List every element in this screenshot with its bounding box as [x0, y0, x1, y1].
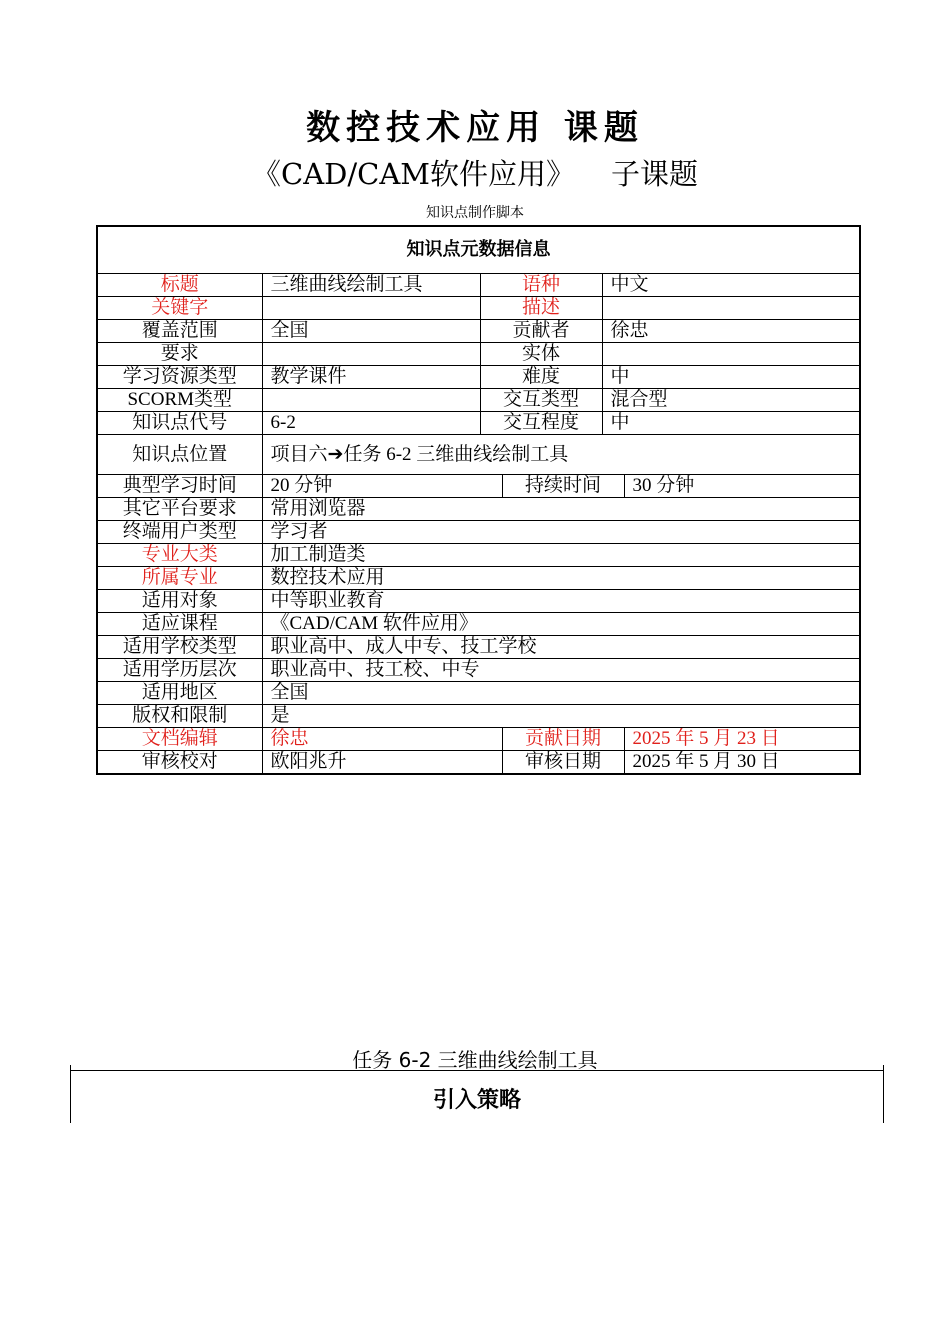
table-row: [97, 343, 860, 366]
subtitle-sub-topic: 子课题: [610, 157, 698, 191]
metadata-table: [96, 225, 861, 775]
table-row: [97, 475, 860, 498]
document-note: 知识点制作脚本: [426, 205, 524, 221]
strategy-title: 引入策略: [432, 1088, 521, 1113]
cell-value: 中等职业教育: [262, 590, 860, 613]
table-row: [97, 705, 860, 728]
cell-value: [262, 297, 480, 320]
arrow-right-icon: ➔: [327, 443, 344, 465]
cell-label: 适用学历层次: [97, 659, 262, 682]
subtitle-course: 《CAD/CAM软件应用》: [252, 157, 575, 191]
cell-label: 语种: [480, 274, 602, 297]
table-row: [97, 613, 860, 636]
cell-label: 描述: [480, 297, 602, 320]
table-header-row: [97, 226, 860, 274]
cell-value: 混合型: [602, 389, 860, 412]
cell-label: 难度: [480, 366, 602, 389]
cell-value: [602, 297, 860, 320]
table-row: [97, 412, 860, 435]
cell-label: 适用地区: [97, 682, 262, 705]
cell-label: 终端用户类型: [97, 521, 262, 544]
cell-value: 是: [262, 705, 860, 728]
cell-value: 徐忠: [602, 320, 860, 343]
table-row: [97, 659, 860, 682]
cell-value: [262, 343, 480, 366]
document-subtitle: [0, 152, 950, 193]
cell-value: 数控技术应用: [262, 567, 860, 590]
cell-value: 《CAD/CAM 软件应用》: [262, 613, 860, 636]
cell-label: 知识点位置: [97, 435, 262, 475]
table-row: [97, 297, 860, 320]
corner-mark: [883, 1065, 884, 1071]
cell-value: [262, 389, 480, 412]
cell-label: 标题: [97, 274, 262, 297]
cell-label: 适应课程: [97, 613, 262, 636]
table-row: [97, 544, 860, 567]
cell-label: 要求: [97, 343, 262, 366]
cell-label: 知识点代号: [97, 412, 262, 435]
cell-value: 三维曲线绘制工具: [262, 274, 480, 297]
strategy-box: [70, 1070, 884, 1123]
cell-value: 徐忠: [262, 728, 502, 751]
cell-value: 职业高中、技工校、中专: [262, 659, 860, 682]
cell-value: 常用浏览器: [262, 498, 860, 521]
cell-value: 全国: [262, 320, 480, 343]
cell-label: 覆盖范围: [97, 320, 262, 343]
cell-label: SCORM类型: [97, 389, 262, 412]
cell-label: 学习资源类型: [97, 366, 262, 389]
position-part-a: 项目六: [270, 444, 328, 465]
corner-mark: [70, 1065, 71, 1071]
cell-value: 职业高中、成人中专、技工学校: [262, 636, 860, 659]
table-row: [97, 590, 860, 613]
table-row: [97, 728, 860, 751]
cell-label: 版权和限制: [97, 705, 262, 728]
table-row: [97, 366, 860, 389]
table-row: [97, 682, 860, 705]
cell-value: [262, 435, 860, 475]
cell-value: 加工制造类: [262, 544, 860, 567]
cell-label: 适用对象: [97, 590, 262, 613]
cell-value: 学习者: [262, 521, 860, 544]
table-row: [97, 498, 860, 521]
table-row: [97, 751, 860, 775]
cell-label: 贡献日期: [502, 728, 624, 751]
cell-label: 关键字: [97, 297, 262, 320]
cell-value: 教学课件: [262, 366, 480, 389]
cell-value: 2025 年 5 月 30 日: [624, 751, 860, 775]
cell-value: 中文: [602, 274, 860, 297]
cell-label: 交互类型: [480, 389, 602, 412]
cell-label: 交互程度: [480, 412, 602, 435]
cell-value: 20 分钟: [262, 475, 502, 498]
position-part-b: 任务 6-2 三维曲线绘制工具: [343, 444, 569, 465]
task-title: 任务 6-2 三维曲线绘制工具: [352, 1048, 598, 1072]
table-row: [97, 274, 860, 297]
cell-value: 30 分钟: [624, 475, 860, 498]
cell-value: 中: [602, 412, 860, 435]
cell-label: 典型学习时间: [97, 475, 262, 498]
cell-value: 中: [602, 366, 860, 389]
cell-value: 6-2: [262, 412, 480, 435]
document-title: 数控技术应用 课题: [306, 108, 644, 148]
cell-label: 贡献者: [480, 320, 602, 343]
table-row: [97, 636, 860, 659]
table-heading: 知识点元数据信息: [97, 226, 860, 274]
cell-value: [602, 343, 860, 366]
cell-value: 2025 年 5 月 23 日: [624, 728, 860, 751]
cell-label: 所属专业: [97, 567, 262, 590]
cell-label: 适用学校类型: [97, 636, 262, 659]
cell-value: 欧阳兆升: [262, 751, 502, 775]
table-row: [97, 567, 860, 590]
cell-label: 实体: [480, 343, 602, 366]
cell-label: 文档编辑: [97, 728, 262, 751]
table-row: [97, 435, 860, 475]
cell-label: 审核校对: [97, 751, 262, 775]
table-row: [97, 521, 860, 544]
table-row: [97, 320, 860, 343]
cell-label: 持续时间: [502, 475, 624, 498]
table-row: [97, 389, 860, 412]
cell-label: 其它平台要求: [97, 498, 262, 521]
cell-value: 全国: [262, 682, 860, 705]
cell-label: 专业大类: [97, 544, 262, 567]
cell-label: 审核日期: [502, 751, 624, 775]
